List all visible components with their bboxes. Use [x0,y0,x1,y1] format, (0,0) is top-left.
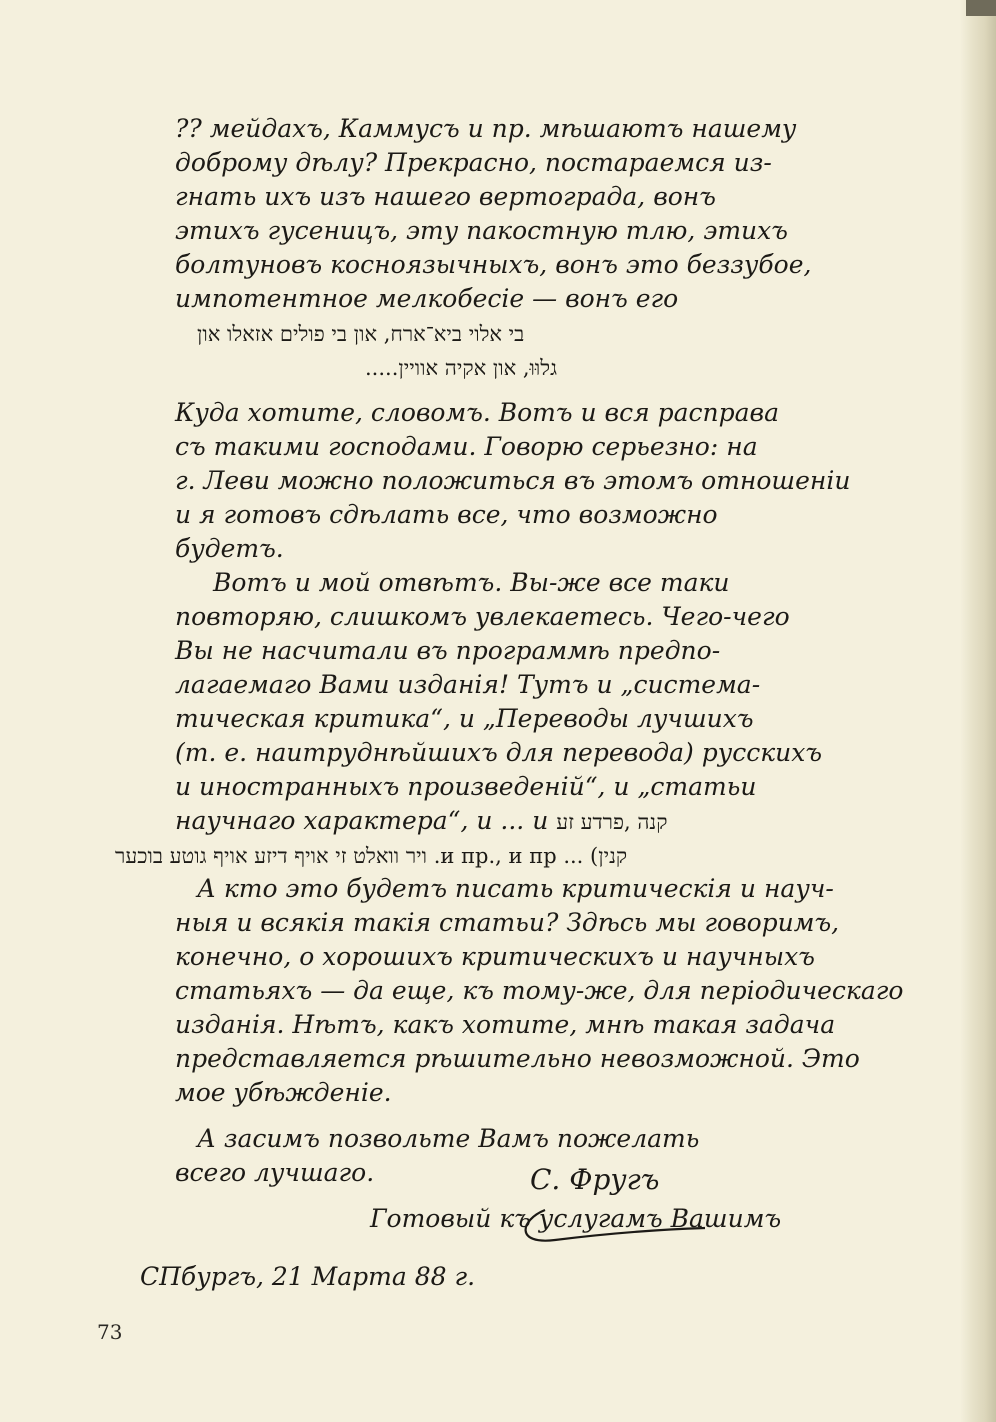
letter-body [115,112,904,1236]
hebrew-text: גלוּוּ, און אקיה אוויין..... [365,356,558,380]
letter-line: Куда хотите, словомъ. Вотъ и вся расправа [175,398,779,427]
signature [515,1155,715,1245]
letter-text: научнаго характера“, и ... и [175,806,549,835]
letter-line: болтуновъ косноязычныхъ, вонъ это беззубое, [175,250,812,279]
closing-line: Готовый къ услугамъ Вашимъ [370,1204,782,1233]
hebrew-text: בי אלוי ביא־ארח, און בי פולים אזאלו און [197,322,525,346]
letter-line: и я готовъ сдѣлать все, что возможно [175,500,718,529]
letter-line: импотентное мелкобесіе — вонъ его [175,284,679,313]
letter-line: этихъ гусеницъ, эту пакостную тлю, этихъ [175,216,788,245]
letter-line: (т. е. наитруднѣйшихъ для перевода) русскихъ [175,738,822,767]
hebrew-text: קנה ,פרדע זע [556,810,668,834]
letter-line: мое убѣжденіе. [175,1078,392,1107]
hebrew-line [175,350,845,384]
letter-line: всего лучшаго. [175,1158,375,1187]
letter-line: статьяхъ — да еще, къ тому-же, для періодическаго [175,976,904,1005]
letter-line: г. Леви можно положиться въ этомъ отношеніи [175,466,851,495]
letter-line: конечно, о хорошихъ критическихъ и научныхъ [175,942,815,971]
letter-line: А засимъ позвольте Вамъ пожелать [197,1124,700,1153]
page-edge [960,0,996,1422]
letter-line: съ такими господами. Говорю серьезно: на [175,432,758,461]
letter-line: будетъ. [175,534,284,563]
letter-line: тическая критика“, и „Переводы лучшихъ [175,704,754,733]
letter-line: Вотъ и мой отвѣтъ. Вы-же все таки [213,568,730,597]
letter-date: СПбургъ, 21 Марта 88 г. [140,1262,476,1291]
letter-line: лагаемаго Вами изданія! Тутъ и „система- [175,670,761,699]
letter-line: А кто это будетъ писать критическія и науч- [197,874,834,903]
letter-line: ныя и всякія такія статьи? Здѣсь мы говоримъ, [175,908,840,937]
hebrew-text: קנין) ... и пр., и пр. ויר וואלט זי אויף דיזע אויף גוטע בוכער [115,844,628,868]
letter-line: изданія. Нѣтъ, какъ хотите, мнѣ такая задача [175,1010,836,1039]
letter-line: повторяю, слишкомъ увлекаетесь. Чего-чего [175,602,790,631]
signature-text: С. Фругъ [530,1163,660,1196]
page-number: 73 [97,1320,123,1344]
letter-line: Вы не насчитали въ программѣ предпо- [175,636,721,665]
corner-mark [966,0,996,16]
letter-line: гнать ихъ изъ нашего вертограда, вонъ [175,182,716,211]
letter-line: представляется рѣшительно невозможной. Это [175,1044,860,1073]
letter-line [175,804,845,838]
hebrew-line [115,838,845,872]
hebrew-line [175,316,845,350]
letter-line: доброму дѣлу? Прекрасно, постараемся из- [175,148,772,177]
letter-line: и иностранныхъ произведеній“, и „статьи [175,772,757,801]
signature-flourish-icon [515,1190,715,1250]
letter-line: ?? мейдахъ, Каммусъ и пр. мѣшаютъ нашему [175,114,797,143]
